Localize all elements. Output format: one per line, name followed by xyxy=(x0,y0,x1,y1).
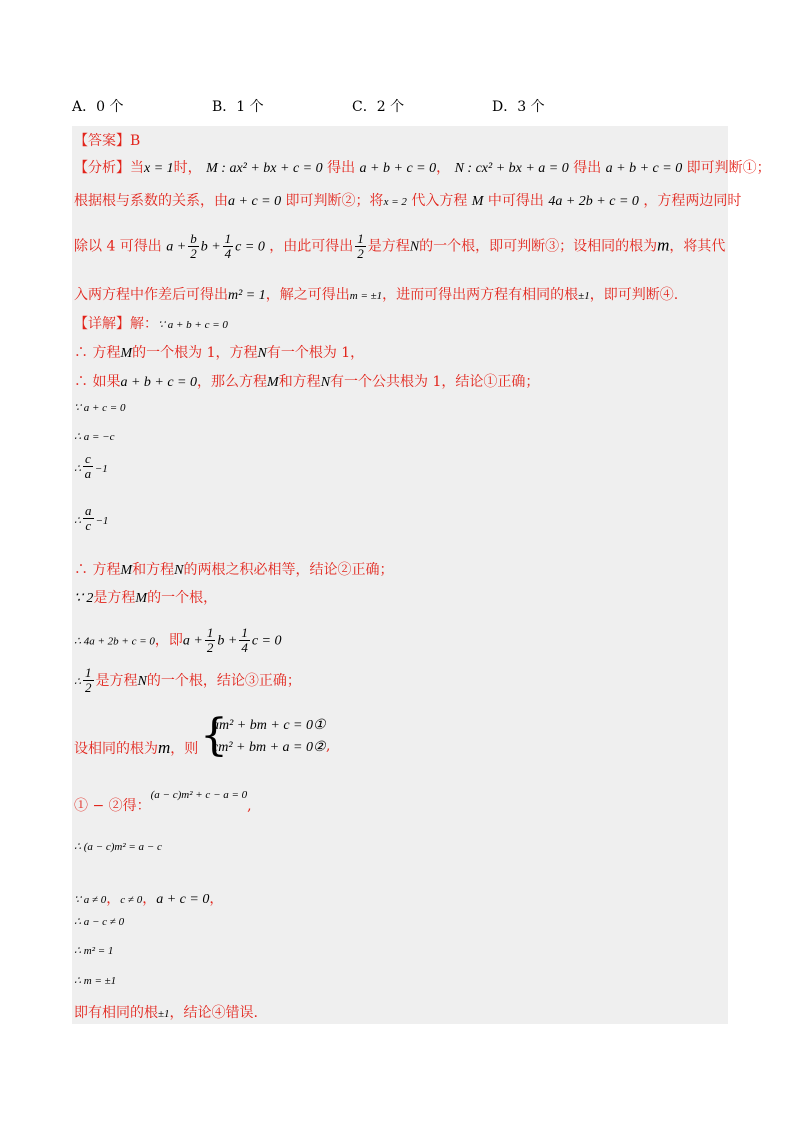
detail-line-8: ∴ 方程M和方程N的两根之积必相等，结论②正确； xyxy=(74,562,394,578)
system-equation-1: am² + bm + c = 0① xyxy=(212,718,326,733)
fraction-one-half: $\frac{1}{2}$ xyxy=(357,231,364,261)
option-b: B．1 个 xyxy=(212,99,264,115)
detail-line-19: 即有相同的根±1，结论④错误. xyxy=(74,1005,258,1021)
answer-options xyxy=(72,96,732,118)
analysis-line-4: 入两方程中作差后可得出m² = 1，解之可得出m = ±1，进而可得出两方程有相同的根±1，即可判断④. xyxy=(74,287,679,303)
detail-line-11: ∴ $\frac{1}{2}$ 是方程N的一个根，结论③正确； xyxy=(74,665,301,695)
analysis-line-1: 【分析】当x = 1时， M : ax² + bx + c = 0 得出 a + b + c = 0， N : cx² + bx + a = 0 得出 a + b + c = 0 即可判断①； xyxy=(74,160,771,176)
detail-line-14: ∴ (a − c)m² = a − c xyxy=(74,841,162,853)
detail-line-7: ∴ $\frac{a}{c}$ −1 xyxy=(74,503,109,533)
system-comma: , xyxy=(326,738,331,754)
detail-line-13: ① − ②得：$^{(a - c)m^2 + c - a = 0}$, xyxy=(74,789,252,814)
detail-line-15: ∵ a ≠ 0，c ≠ 0，a + c = 0， xyxy=(74,891,224,907)
detail-line-12: 设相同的根为m，则 xyxy=(74,738,199,757)
detail-line-4: ∵ a + c = 0 xyxy=(74,402,126,414)
detail-line-10: ∴ 4a + 2b + c = 0，即a + $\frac{1}{2}$ b + $\frac{1}{4}$ c = 0 xyxy=(74,625,282,655)
detail-line-6: ∴ $\frac{c}{a}$ −1 xyxy=(74,451,108,481)
option-d: D．3 个 xyxy=(492,99,545,115)
fraction-a-over-c: $\frac{a}{c}$ xyxy=(85,503,92,533)
detail-line-9: ∵ 2是方程M的一个根， xyxy=(74,590,218,606)
detail-line-1: 【详解】解：∵ a + b + c = 0 xyxy=(74,316,228,332)
fraction-half-b: $\frac{1}{2}$ xyxy=(206,625,214,655)
detail-line-16: ∴ a − c ≠ 0 xyxy=(74,916,125,928)
fraction-half: $\frac{b}{2}$ xyxy=(190,231,197,261)
left-brace-icon: { xyxy=(200,710,228,761)
answer-line: 【答案】B xyxy=(74,133,141,149)
fraction-quarter: $\frac{1}{4}$ xyxy=(224,231,232,261)
analysis-line-3: 除以 4 可得出 a + $\frac{b}{2}$ b + $\frac{1}{4}$ c = 0 ，由此可得出 $\frac{1}{2}$ 是方程N的一个根，即可判断③；设相同的根为m，将其代 xyxy=(74,231,726,261)
analysis-line-2: 根据根与系数的关系，由a + c = 0 即可判断②；将x = 2 代入方程 M 中可得出 4a + 2b + c = 0 ，方程两边同时 xyxy=(74,193,742,209)
detail-line-18: ∴ m = ±1 xyxy=(74,975,117,987)
detail-line-2: ∴ 方程M的一个根为 1，方程N有一个根为 1， xyxy=(74,345,365,361)
detail-line-3: ∴ 如果a + b + c = 0，那么方程M和方程N有一个公共根为 1，结论①正确； xyxy=(74,374,540,390)
system-equation-2: cm² + bm + a = 0② xyxy=(212,740,326,755)
fraction-c-over-a: $\frac{c}{a}$ xyxy=(84,451,92,481)
option-c: C．2 个 xyxy=(352,99,405,115)
option-a: A．0 个 xyxy=(72,99,124,115)
fraction-quarter-c: $\frac{1}{4}$ xyxy=(241,625,248,655)
detail-line-17: ∴ m² = 1 xyxy=(74,945,114,957)
detail-line-5: ∴ a = −c xyxy=(74,431,115,443)
fraction-one-half-root: $\frac{1}{2}$ xyxy=(85,665,92,695)
equation-system xyxy=(200,710,340,761)
